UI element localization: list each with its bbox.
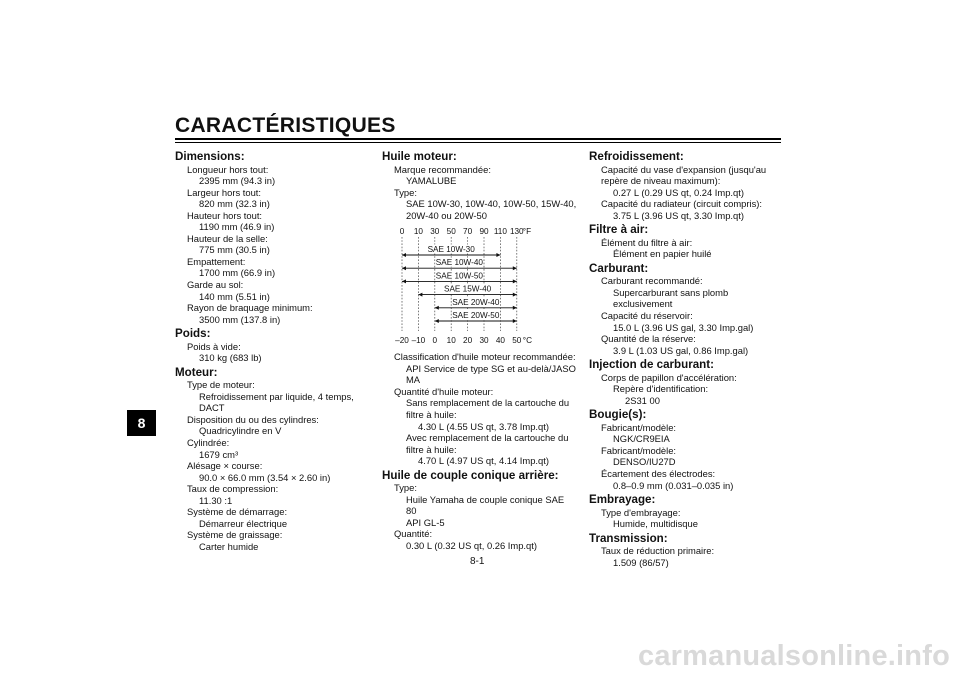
section-heading: Filtre à air:	[589, 223, 649, 237]
section-heading: Moteur:	[175, 365, 218, 379]
grade-range-arrow-right	[513, 306, 517, 310]
spec-line: Corps de papillon d'accélération:	[601, 371, 737, 383]
spec-line: 3500 mm (137.8 in)	[199, 313, 281, 325]
column-dimensions-engine	[175, 150, 370, 552]
spec-line: Quantité:	[394, 528, 433, 540]
grade-range-arrow-right	[513, 280, 517, 284]
grade-range-arrow-left	[402, 266, 406, 270]
spec-line: 1679 cm³	[199, 448, 239, 460]
spec-line: Empattement:	[187, 255, 246, 267]
spec-line: Système de démarrage:	[187, 506, 288, 518]
spec-line: Type:	[394, 186, 417, 198]
grade-label: SAE 10W-30	[427, 245, 475, 255]
spec-line: Marque recommandée:	[394, 163, 491, 175]
column-cooling-fuel-transmission	[589, 150, 789, 568]
spec-line: 1700 mm (66.9 in)	[199, 267, 276, 279]
fahrenheit-tick-label: 70	[463, 227, 473, 237]
spec-line: Fabricant/modèle:	[601, 444, 677, 456]
spec-line: filtre à huile:	[406, 443, 457, 455]
section-heading: Refroidissement:	[589, 150, 684, 163]
spec-line: Hauteur hors tout:	[187, 209, 263, 221]
spec-line: DENSO/IU27D	[613, 456, 676, 468]
oil-capacity-specs	[382, 351, 577, 551]
grade-range-arrow-right	[496, 253, 500, 257]
spec-line: Rayon de braquage minimum:	[187, 302, 313, 314]
oil-viscosity-chart	[394, 225, 544, 347]
celsius-tick-label: –20	[395, 336, 409, 346]
spec-line: SAE 10W-30, 10W-40, 10W-50, 15W-40,	[406, 198, 577, 210]
spec-line: Élément du filtre à air:	[601, 236, 693, 248]
celsius-tick-label: 0	[432, 336, 438, 346]
spec-line: 820 mm (32.3 in)	[199, 198, 270, 210]
chapter-tab: 8	[127, 410, 156, 436]
spec-line: Type d'embrayage:	[601, 506, 681, 518]
grade-range-arrow-left	[435, 319, 439, 323]
spec-line: Poids à vide:	[187, 340, 241, 352]
spec-line: Écartement des électrodes:	[601, 467, 716, 479]
celsius-tick-label: 40	[495, 336, 505, 346]
celsius-tick-label: 30	[479, 336, 489, 346]
spec-line: Disposition du ou des cylindres:	[187, 413, 319, 425]
section-heading: Transmission:	[589, 531, 668, 545]
grade-label: SAE 20W-50	[452, 311, 500, 321]
spec-line: Type de moteur:	[187, 379, 255, 391]
section-heading: Huile de couple conique arrière:	[382, 468, 559, 482]
spec-line: Quantité d'huile moteur:	[394, 385, 494, 397]
page-number: 8-1	[470, 556, 485, 567]
grade-label: SAE 10W-40	[435, 258, 483, 268]
spec-line: 15.0 L (3.96 US gal, 3.30 Imp.gal)	[613, 321, 754, 333]
spec-line: 3.75 L (3.96 US qt, 3.30 Imp.qt)	[613, 209, 744, 221]
spec-line: Sans remplacement de la cartouche du	[406, 397, 570, 409]
spec-line: Capacité du radiateur (circuit compris):	[601, 198, 762, 210]
spec-line: Quantité de la réserve:	[601, 333, 696, 345]
spec-line: Avec remplacement de la cartouche du	[406, 432, 569, 444]
celsius-tick-label: 50	[512, 336, 522, 346]
fahrenheit-unit: °F	[522, 227, 532, 237]
spec-line: 2S31 00	[625, 394, 660, 406]
section-heading: Embrayage:	[589, 493, 656, 507]
spec-line: repère de niveau maximum):	[601, 175, 721, 187]
spec-line: 4.30 L (4.55 US qt, 3.78 Imp.qt)	[418, 420, 549, 432]
spec-line: Cylindrée:	[187, 436, 230, 448]
celsius-scale	[395, 336, 522, 345]
section-heading: Poids:	[175, 327, 211, 341]
grade-range-arrow-right	[513, 293, 517, 297]
spec-line: 20W-40 ou 20W-50	[406, 209, 487, 221]
grade-label: SAE 15W-40	[444, 284, 492, 294]
spec-line: 11.30 :1	[199, 494, 233, 506]
spec-line: DACT	[199, 402, 225, 414]
spec-line: NGK/CR9EIA	[613, 433, 670, 445]
fahrenheit-tick-label: 110	[493, 227, 507, 237]
spec-line: 1190 mm (46.9 in)	[199, 221, 275, 233]
spec-line: Largeur hors tout:	[187, 186, 262, 198]
spec-line: 1.509 (86/57)	[613, 556, 669, 568]
spec-line: Hauteur de la selle:	[187, 232, 268, 244]
spec-line: Élément en papier huilé	[613, 248, 712, 260]
spec-line: Système de graissage:	[187, 529, 283, 541]
grade-range-arrow-left	[435, 306, 439, 310]
celsius-unit: °C	[522, 336, 532, 346]
spec-line: Humide, multidisque	[613, 518, 698, 530]
column-oil	[382, 150, 577, 551]
spec-line: 775 mm (30.5 in)	[199, 244, 270, 256]
grade-range-arrow-right	[513, 319, 517, 323]
spec-line: 2395 mm (94.3 in)	[199, 175, 276, 187]
fahrenheit-tick-label: 90	[479, 227, 489, 237]
spec-line: Repère d'identification:	[613, 383, 709, 395]
spec-line: 0.27 L (0.29 US qt, 0.24 Imp.qt)	[613, 186, 744, 198]
fahrenheit-tick-label: 30	[430, 227, 440, 237]
spec-line: Démarreur électrique	[199, 517, 288, 529]
spec-line: Longueur hors tout:	[187, 163, 269, 175]
spec-line: 4.70 L (4.97 US qt, 4.14 Imp.qt)	[418, 455, 549, 467]
engine-oil-specs	[382, 150, 577, 221]
spec-line: 3.9 L (1.03 US gal, 0.86 Imp.gal)	[613, 344, 749, 356]
grade-range-arrow-left	[402, 253, 406, 257]
spec-line: Supercarburant sans plomb exclusivement	[613, 286, 729, 310]
spec-line: Capacité du vase d'expansion (jusqu'au	[601, 163, 767, 175]
fahrenheit-tick-label: 10	[413, 227, 423, 237]
spec-line: Taux de réduction primaire:	[601, 545, 715, 557]
oil-grade-ranges	[402, 245, 517, 324]
spec-line: Type:	[394, 482, 417, 494]
spec-line: Carter humide	[199, 540, 259, 552]
watermark: carmanualsonline.info	[638, 640, 950, 672]
spec-line: Huile Yamaha de couple conique SAE 80	[406, 493, 565, 517]
spec-line: 0.30 L (0.32 US qt, 0.26 Imp.qt)	[406, 539, 537, 551]
fahrenheit-tick-label: 130	[509, 227, 524, 237]
celsius-tick-label: 20	[463, 336, 473, 346]
spec-line: Fabricant/modèle:	[601, 421, 677, 433]
spec-line: 0.8–0.9 mm (0.031–0.035 in)	[613, 479, 734, 491]
spec-line: Refroidissement par liquide, 4 temps,	[199, 390, 354, 402]
spec-line: Quadricylindre en V	[199, 425, 282, 437]
fahrenheit-tick-label: 0	[399, 227, 405, 237]
fahrenheit-tick-label: 50	[446, 227, 456, 237]
spec-line: MA	[406, 374, 421, 386]
spec-line: Alésage × course:	[187, 460, 263, 472]
grade-label: SAE 20W-40	[452, 298, 500, 308]
spec-line: Classification d'huile moteur recommandée:	[394, 351, 576, 363]
page-title: CARACTÉRISTIQUES	[175, 114, 396, 137]
grade-range-arrow-left	[418, 293, 422, 297]
spec-line: Carburant recommandé:	[601, 275, 703, 287]
spec-line: API Service de type SG et au-delà/JASO	[406, 362, 576, 374]
title-rule-thin	[175, 142, 781, 143]
spec-line: Capacité du réservoir:	[601, 309, 693, 321]
spec-line: Taux de compression:	[187, 483, 279, 495]
spec-line: filtre à huile:	[406, 408, 457, 420]
spec-line: API GL-5	[406, 516, 445, 528]
celsius-tick-label: –10	[411, 336, 426, 346]
grade-range-arrow-left	[402, 280, 406, 284]
spec-line: 90.0 × 66.0 mm (3.54 × 2.60 in)	[199, 471, 331, 483]
celsius-tick-label: 10	[446, 336, 456, 346]
grade-label: SAE 10W-50	[435, 271, 483, 281]
title-rule-thick	[175, 138, 781, 140]
fahrenheit-scale	[400, 227, 524, 236]
section-heading: Dimensions:	[175, 150, 245, 163]
spec-line: 140 mm (5.51 in)	[199, 290, 270, 302]
spec-line: YAMALUBE	[406, 175, 457, 187]
spec-line: Garde au sol:	[187, 278, 244, 290]
section-heading: Injection de carburant:	[589, 358, 714, 372]
spec-line: 310 kg (683 lb)	[199, 352, 262, 364]
grade-range-arrow-right	[513, 266, 517, 270]
section-heading: Bougie(s):	[589, 408, 647, 422]
section-heading: Huile moteur:	[382, 150, 457, 163]
section-heading: Carburant:	[589, 261, 649, 275]
